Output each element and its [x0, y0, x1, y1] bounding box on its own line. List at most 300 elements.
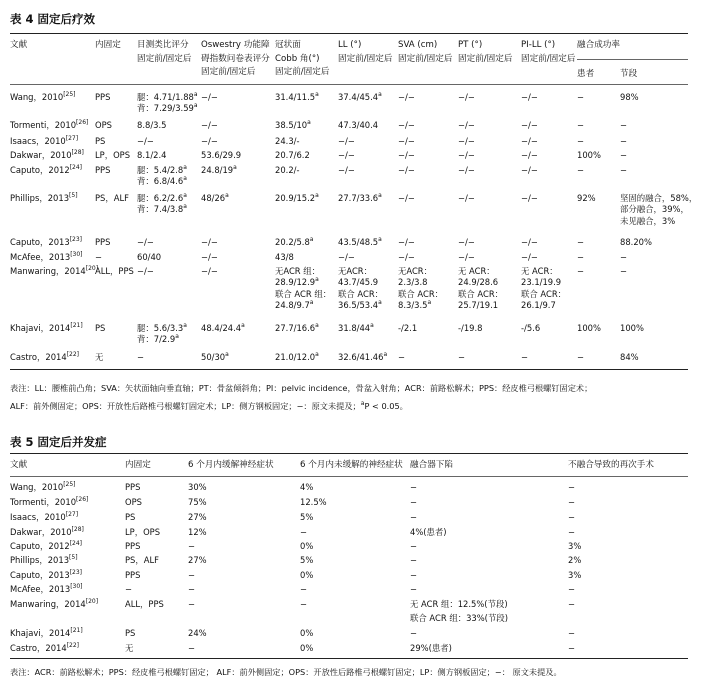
- table4-cell-s: 84%: [620, 352, 639, 362]
- table4-cell-sva: −: [398, 352, 406, 362]
- table5-cell-subsidence: 无 ACR 组：12.5%(节段): [410, 599, 508, 609]
- table4-cell-sva: −/−: [398, 252, 415, 262]
- table4-cell-s: 98%: [620, 92, 639, 102]
- table5-cell-unrelieved: −: [300, 584, 308, 594]
- table4-cell-sva: 2.3/3.8: [398, 277, 428, 288]
- table4-header-c6-line1: 固定前/固定后: [338, 53, 393, 64]
- table4-cell-s: −: [620, 120, 628, 130]
- significance-marker: a: [378, 192, 382, 199]
- table5-row-fixation: 无: [125, 643, 134, 653]
- significance-marker: a: [370, 322, 374, 329]
- table4-cell-pill: −/−: [521, 150, 538, 160]
- table4-header-fusion-segment: 节段: [620, 69, 638, 79]
- table5-row-fixation: PS: [125, 512, 136, 522]
- table4-cell-pill: −/−: [521, 165, 538, 175]
- table5-header-col1: 内固定: [125, 460, 151, 470]
- table4-header-c8-line0: PT (°): [458, 40, 483, 50]
- significance-marker: a: [175, 333, 179, 341]
- table4-row-fixation: PS: [95, 323, 106, 333]
- table4-row-fixation: LP，OPS: [95, 150, 131, 160]
- table4-cell-pt: 联合 ACR：: [458, 288, 504, 299]
- table5-cell-relieved: 75%: [188, 497, 207, 507]
- table5-header-col0: 文献: [10, 460, 28, 470]
- table5-cell-relieved: −: [188, 570, 196, 580]
- table4-cell-vas: 腿：4.71/1.88$^a$: [137, 91, 198, 102]
- table4-cell-vas: 8.8/3.5: [137, 120, 167, 130]
- table4-row-literature: [10, 237, 82, 248]
- significance-marker: a: [233, 164, 237, 171]
- table4-cell-cobb: 24.8/9.7$^a$: [275, 298, 314, 310]
- table4-cell-cobb: 24.3/-: [275, 136, 300, 146]
- table4-header-c9-line0: PI-LL (°): [521, 40, 556, 50]
- table4-cell-vas: 腿：6.2/2.6$^a$: [137, 192, 187, 203]
- table4-cell-vas: −: [137, 352, 145, 362]
- table5-row-literature: [10, 570, 82, 581]
- table4-cell-odi: 24.8/19$^a$: [201, 164, 237, 175]
- table5-cell-subsidence: −: [410, 512, 418, 522]
- table4-cell-cobb: 20.2/5.8$^a$: [275, 236, 314, 247]
- table4-cell-pill: 26.1/9.7: [521, 299, 556, 310]
- table4-cell-cobb: 27.7/16.6$^a$: [275, 322, 319, 333]
- table4-cell-odi: −/−: [201, 136, 218, 146]
- reference-number: [26]: [76, 119, 89, 126]
- significance-marker: a: [225, 192, 229, 199]
- reference-number: [26]: [76, 496, 89, 503]
- table4-cell-ll: −/−: [338, 252, 355, 262]
- table4-row-literature: [10, 323, 83, 334]
- significance-marker: a: [183, 203, 187, 211]
- table5-row-fixation: LP，OPS: [125, 527, 161, 537]
- table5-cell-subsidence: 29%(患者): [410, 643, 452, 653]
- table4-cell-ll: 47.3/40.4: [338, 120, 379, 130]
- table4-header-c3-line0: 目测类比评分: [137, 40, 189, 50]
- significance-marker: a: [427, 298, 432, 306]
- reference-number: [27]: [65, 511, 79, 518]
- table4-cell-ll: 43.5/48.5$^a$: [338, 236, 382, 247]
- table4-fusion-subrule: [577, 59, 688, 60]
- table4-cell-pill: 无 ACR：: [521, 266, 558, 276]
- significance-marker: a: [241, 322, 245, 329]
- table4-cell-p: −: [577, 266, 585, 276]
- significance-marker: a: [383, 351, 388, 358]
- table4-top-rule: [10, 33, 688, 34]
- significance-marker: a: [378, 91, 382, 98]
- significance-marker: a: [378, 298, 382, 306]
- literature-name: Isaacs，2010: [10, 136, 66, 146]
- table5-cell-subsidence: −: [410, 570, 418, 580]
- table4-header-c7-line0: SVA (cm): [398, 40, 438, 50]
- table4-cell-vas: 背：7/2.9$^a$: [137, 333, 179, 345]
- table5-cell-subsidence: 联合 ACR 组：33%(节段): [410, 613, 508, 623]
- table4-cell-ll: −/−: [338, 165, 355, 175]
- table5-cell-relieved: 12%: [188, 527, 207, 537]
- table4-row-literature: [10, 120, 88, 131]
- table4-cell-p: −: [577, 237, 585, 247]
- table5-row-literature: [10, 599, 98, 610]
- table5-row-fixation: PS: [125, 628, 136, 638]
- literature-name: Dakwar，2010: [10, 527, 72, 537]
- table4-cell-vas: 腿：5.6/3.3$^a$: [137, 322, 187, 333]
- table5-row-fixation: ALL，PPS: [125, 599, 164, 609]
- table4-cell-p: 92%: [577, 193, 596, 203]
- literature-name: Caputo，2013: [10, 570, 70, 580]
- significance-marker: a: [315, 91, 319, 98]
- table5-row-fixation: PPS: [125, 482, 141, 492]
- table4-row-literature: [10, 92, 76, 103]
- table4-row-literature: [10, 165, 82, 176]
- table5-cell-relieved: −: [188, 541, 196, 551]
- table4-cell-s: −: [620, 136, 628, 146]
- table5-header-col5: 不融合导致的再次手术: [568, 460, 654, 470]
- reference-number: [21]: [70, 322, 83, 329]
- table4-cell-cobb: 20.2/-: [275, 165, 300, 175]
- table4-cell-pt: −/−: [458, 150, 475, 160]
- significance-marker: a: [315, 322, 319, 329]
- table5-cell-reoperation: −: [568, 497, 576, 507]
- table5-cell-unrelieved: 4%: [300, 482, 314, 492]
- table4-row-literature: [10, 252, 83, 263]
- table5-header-col4: 融合器下陷: [410, 460, 453, 470]
- table5-cell-relieved: −: [188, 643, 196, 653]
- table5-cell-reoperation: 3%: [568, 570, 582, 580]
- table5-row-literature: [10, 482, 76, 493]
- table4-cell-vas: 60/40: [137, 252, 162, 262]
- literature-name: Khajavi，2014: [10, 323, 71, 333]
- significance-marker: a: [183, 192, 187, 199]
- table4-cell-cobb: 38.5/10$^a$: [275, 119, 311, 130]
- table4-note-text: ALF：前外侧固定；OPS：开放性后路椎弓根螺钉固定术；LP：侧方钢板固定；−：原文未提及；: [10, 401, 361, 411]
- table5-cell-relieved: 30%: [188, 482, 207, 492]
- literature-name: Castro，2014: [10, 643, 67, 653]
- table4-header-c4-line0: Oswestry 功能障: [201, 40, 270, 50]
- reference-number: [30]: [70, 251, 83, 258]
- table4-row-literature: [10, 193, 78, 204]
- table5-row-literature: [10, 541, 82, 552]
- table4-cell-sva: −/−: [398, 193, 415, 203]
- table4-cell-odi: 53.6/29.9: [201, 150, 242, 160]
- table5-cell-reoperation: −: [568, 599, 576, 609]
- table4-cell-ll: 无ACR：: [338, 266, 372, 276]
- table4-cell-cobb: 21.0/12.0$^a$: [275, 351, 319, 362]
- table5-row-fixation: PS，ALF: [125, 555, 159, 565]
- reference-number: [23]: [69, 236, 83, 243]
- table5-row-literature: [10, 527, 84, 538]
- table4-header-literature: 文献: [10, 40, 28, 50]
- table4-cell-vas: 背：6.8/4.6$^a$: [137, 175, 187, 187]
- table4-header-c9-line1: 固定前/固定后: [521, 53, 576, 64]
- literature-name: Tormenti，2010: [10, 497, 77, 507]
- table5-header-col2: 6 个月内缓解神经症状: [188, 460, 274, 470]
- table4-header-c5-line0: 冠状面: [275, 40, 301, 50]
- literature-name: Manwaring，2014: [10, 599, 86, 609]
- table5-cell-reoperation: −: [568, 527, 576, 537]
- table4-cell-pill: −: [521, 352, 529, 362]
- table4-cell-p: −: [577, 252, 585, 262]
- literature-name: Phillips，2013: [10, 555, 70, 565]
- table4-cell-sva: 联合 ACR：: [398, 288, 444, 299]
- reference-number: [25]: [63, 481, 76, 488]
- table4-cell-odi: 48.4/24.4$^a$: [201, 322, 245, 333]
- table4-cell-pt: 24.9/28.6: [458, 277, 499, 288]
- table5-cell-unrelieved: 5%: [300, 512, 314, 522]
- significance-marker: a: [309, 298, 314, 306]
- table5-cell-unrelieved: −: [300, 599, 308, 609]
- significance-marker: a: [309, 236, 314, 243]
- table4-cell-pt: −/−: [458, 252, 475, 262]
- table4-header-fusion-patient: 患者: [577, 69, 595, 79]
- reference-number: [21]: [70, 627, 83, 634]
- table5-cell-unrelieved: 12.5%: [300, 497, 327, 507]
- significance-marker: a: [183, 175, 187, 183]
- table4-cell-ll: 联合 ACR：: [338, 288, 384, 299]
- table4-row-literature: [10, 352, 79, 363]
- table5-top-rule: [10, 453, 688, 454]
- table5-row-literature: [10, 555, 78, 566]
- table4-cell-odi: −/−: [201, 92, 218, 102]
- table4-header-fusion: 融合成功率: [577, 40, 620, 50]
- table5-cell-reoperation: −: [568, 512, 576, 522]
- table5-cell-subsidence: 4%(患者): [410, 527, 447, 537]
- table5-cell-relieved: 27%: [188, 512, 207, 522]
- table5-row-fixation: −: [125, 584, 133, 594]
- table4-cell-s: 未见融合，3%: [620, 215, 676, 226]
- table4-cell-p: −: [577, 92, 585, 102]
- table4-row-fixation: PPS: [95, 165, 111, 175]
- table4-cell-p: 100%: [577, 323, 601, 333]
- reference-number: [5]: [69, 554, 78, 561]
- reference-number: [25]: [63, 91, 76, 98]
- significance-marker: a: [315, 276, 319, 284]
- literature-name: Wang，2010: [10, 92, 64, 102]
- table4-header-c6-line0: LL (°): [338, 40, 362, 50]
- table4-cell-p: 100%: [577, 150, 601, 160]
- table4-cell-pill: -/5.6: [521, 323, 541, 333]
- table4-cell-cobb: 无ACR 组：: [275, 266, 321, 276]
- table4-note-sup: a: [360, 400, 365, 407]
- table5-title: 表 5 固定后并发症: [10, 435, 107, 449]
- table4-cell-s: −: [620, 150, 628, 160]
- table5-cell-unrelieved: 0%: [300, 643, 314, 653]
- reference-number: [24]: [69, 540, 83, 547]
- significance-marker: a: [315, 192, 319, 199]
- table4-cell-sva: −/−: [398, 136, 415, 146]
- table4-cell-p: −: [577, 136, 585, 146]
- significance-marker: a: [225, 351, 229, 358]
- table4-cell-odi: −/−: [201, 120, 218, 130]
- table4-header-c5-line2: 固定前/固定后: [275, 67, 330, 77]
- table4-cell-pt: 无 ACR：: [458, 266, 495, 276]
- table4-cell-sva: −/−: [398, 120, 415, 130]
- table5-cell-relieved: −: [188, 599, 196, 609]
- reference-number: [27]: [65, 135, 79, 142]
- reference-number: [20]: [85, 265, 99, 272]
- table4-row-fixation: PS: [95, 136, 106, 146]
- reference-number: [30]: [70, 583, 83, 590]
- table4-cell-vas: 背：7.29/3.59$^a$: [137, 102, 198, 114]
- table4-cell-vas: 背：7.4/3.8$^a$: [137, 203, 187, 215]
- table4-cell-odi: 50/30$^a$: [201, 351, 229, 362]
- table5-row-literature: [10, 628, 83, 639]
- table5-cell-reoperation: 2%: [568, 555, 582, 565]
- reference-number: [28]: [71, 149, 84, 156]
- table5-header-rule: [10, 476, 688, 477]
- table5-cell-subsidence: −: [410, 584, 418, 594]
- table4-cell-ll: 27.7/33.6$^a$: [338, 192, 382, 203]
- table4-cell-pt: 25.7/19.1: [458, 299, 499, 310]
- table4-cell-pt: −: [458, 352, 466, 362]
- table4-cell-p: −: [577, 165, 585, 175]
- literature-name: Caputo，2012: [10, 541, 70, 551]
- table4-cell-ll: 32.6/41.46$^a$: [338, 351, 388, 362]
- reference-number: [24]: [69, 164, 83, 171]
- reference-number: [22]: [66, 642, 80, 649]
- table4-cell-pill: 联合 ACR：: [521, 288, 567, 299]
- table5-cell-subsidence: −: [410, 497, 418, 507]
- table4-header-c7-line1: 固定前/固定后: [398, 53, 453, 64]
- table5-header-col3: 6 个月内未缓解的神经症状: [300, 460, 403, 470]
- table5-cell-relieved: 27%: [188, 555, 207, 565]
- table5-cell-subsidence: −: [410, 628, 418, 638]
- table5-cell-unrelieved: 5%: [300, 555, 314, 565]
- table4-cell-s: 88.20%: [620, 237, 652, 247]
- table4-cell-ll: −/−: [338, 150, 355, 160]
- table4-cell-pill: −/−: [521, 136, 538, 146]
- table4-cell-pt: -/19.8: [458, 323, 483, 333]
- table4-cell-cobb: 联合 ACR 组：: [275, 288, 332, 299]
- table4-header-c4-line1: 碍指数问卷表评分: [201, 53, 270, 64]
- table4-cell-pt: −/−: [458, 193, 475, 203]
- table5-cell-subsidence: −: [410, 482, 418, 492]
- table4-cell-s: 坚固的融合，58%，: [620, 193, 698, 203]
- table4-header-c8-line1: 固定前/固定后: [458, 53, 513, 64]
- significance-marker: a: [378, 236, 382, 243]
- table5-row-literature: [10, 512, 78, 523]
- table4-row-fixation: PPS: [95, 237, 111, 247]
- table4-cell-vas: −/−: [137, 266, 154, 276]
- table5-cell-reoperation: −: [568, 628, 576, 638]
- table5-row-fixation: PPS: [125, 570, 141, 580]
- table4-cell-s: −: [620, 252, 628, 262]
- literature-name: Dakwar，2010: [10, 150, 72, 160]
- table4-cell-pill: 23.1/19.9: [521, 277, 562, 288]
- literature-name: Isaacs，2010: [10, 512, 66, 522]
- literature-name: Castro，2014: [10, 352, 67, 362]
- table5-row-fixation: PPS: [125, 541, 141, 551]
- table4-row-fixation: ALL，PPS: [95, 266, 134, 276]
- reference-number: [22]: [66, 351, 80, 358]
- table4-row-fixation: PPS: [95, 92, 111, 102]
- table5-cell-reoperation: −: [568, 643, 576, 653]
- table4-cell-odi: −/−: [201, 237, 218, 247]
- table4-cell-pill: −/−: [521, 92, 538, 102]
- table4-cell-pt: −/−: [458, 136, 475, 146]
- table4-cell-vas: −/−: [137, 237, 154, 247]
- table5-row-fixation: OPS: [125, 497, 142, 507]
- table4-cell-pill: −/−: [521, 193, 538, 203]
- table5-cell-relieved: 24%: [188, 628, 207, 638]
- table4-cell-ll: 31.8/44$^a$: [338, 322, 374, 333]
- literature-name: Khajavi，2014: [10, 628, 71, 638]
- table4-cell-ll: 37.4/45.4$^a$: [338, 91, 382, 102]
- table4-cell-sva: −/−: [398, 165, 415, 175]
- table4-note-line2: [10, 400, 408, 412]
- table5-bottom-rule: [10, 658, 688, 659]
- table5-cell-reoperation: −: [568, 482, 576, 492]
- table5-row-literature: [10, 497, 88, 508]
- table4-cell-vas: 腿：5.4/2.8$^a$: [137, 164, 187, 175]
- table4-cell-pt: −/−: [458, 120, 475, 130]
- table4-note-line1: 表注：LL：腰椎前凸角；SVA：矢状面轴向垂直轴；PT：骨盆倾斜角；PI：pelvic incidence，骨盆入射角；ACR：前路松解术；PPS：经皮椎弓根螺钉固定术；: [10, 383, 593, 393]
- literature-name: Caputo，2013: [10, 237, 70, 247]
- table4-cell-cobb: 20.9/15.2$^a$: [275, 192, 319, 203]
- table4-cell-odi: 48/26$^a$: [201, 192, 229, 203]
- table5-cell-reoperation: −: [568, 584, 576, 594]
- table4-cell-s: 100%: [620, 323, 644, 333]
- table4-cell-pt: −/−: [458, 165, 475, 175]
- significance-marker: a: [307, 119, 311, 126]
- table4-cell-ll: −/−: [338, 136, 355, 146]
- table4-row-fixation: 无: [95, 352, 104, 362]
- table5-cell-subsidence: −: [410, 555, 418, 565]
- table4-cell-cobb: 43/8: [275, 252, 294, 262]
- table4-header-c4-line2: 固定前/固定后: [201, 67, 256, 77]
- table4-bottom-rule: [10, 369, 688, 370]
- table5-cell-reoperation: 3%: [568, 541, 582, 551]
- significance-marker: a: [183, 164, 187, 171]
- table4-cell-pill: −/−: [521, 237, 538, 247]
- table4-header-fixation: 内固定: [95, 40, 121, 50]
- table4-cell-odi: −/−: [201, 252, 218, 262]
- reference-number: [28]: [71, 526, 84, 533]
- table4-row-literature: [10, 150, 84, 161]
- table4-cell-s: 部分融合，39%，: [620, 204, 689, 215]
- table4-row-fixation: −: [95, 252, 103, 262]
- significance-marker: a: [315, 351, 319, 358]
- literature-name: Phillips，2013: [10, 193, 70, 203]
- table4-cell-sva: −/−: [398, 150, 415, 160]
- table5-row-literature: [10, 643, 79, 654]
- significance-marker: a: [183, 322, 187, 329]
- reference-number: [5]: [69, 192, 78, 199]
- table5-cell-relieved: −: [188, 584, 196, 594]
- table4-row-fixation: PS，ALF: [95, 193, 129, 203]
- table4-row-literature: [10, 266, 98, 277]
- table4-header-c3-line1: 固定前/固定后: [137, 53, 192, 64]
- table4-header-c5-line1: Cobb 角(°): [275, 53, 320, 64]
- table4-cell-cobb: 28.9/12.9$^a$: [275, 276, 319, 288]
- significance-marker: a: [193, 91, 198, 98]
- table5-cell-unrelieved: 0%: [300, 628, 314, 638]
- table4-cell-odi: −/−: [201, 266, 218, 276]
- table5-row-literature: [10, 584, 83, 595]
- table4-cell-s: −: [620, 266, 628, 276]
- reference-number: [20]: [85, 598, 99, 605]
- table4-cell-vas: −/−: [137, 136, 154, 146]
- table4-cell-sva: 8.3/3.5$^a$: [398, 298, 432, 310]
- table4-title: 表 4 固定后疗效: [10, 12, 96, 26]
- table4-cell-pill: −/−: [521, 120, 538, 130]
- literature-name: McAfee，2013: [10, 252, 71, 262]
- table4-cell-pill: −/−: [521, 252, 538, 262]
- table4-cell-sva: 无ACR：: [398, 266, 432, 276]
- table4-note-p: P < 0.05。: [364, 401, 408, 411]
- table4-cell-ll: 36.5/53.4$^a$: [338, 298, 382, 310]
- table5-cell-unrelieved: 0%: [300, 570, 314, 580]
- literature-name: Caputo，2012: [10, 165, 70, 175]
- table4-cell-cobb: 20.7/6.2: [275, 150, 310, 160]
- table4-cell-vas: 8.1/2.4: [137, 150, 167, 160]
- significance-marker: a: [193, 102, 198, 110]
